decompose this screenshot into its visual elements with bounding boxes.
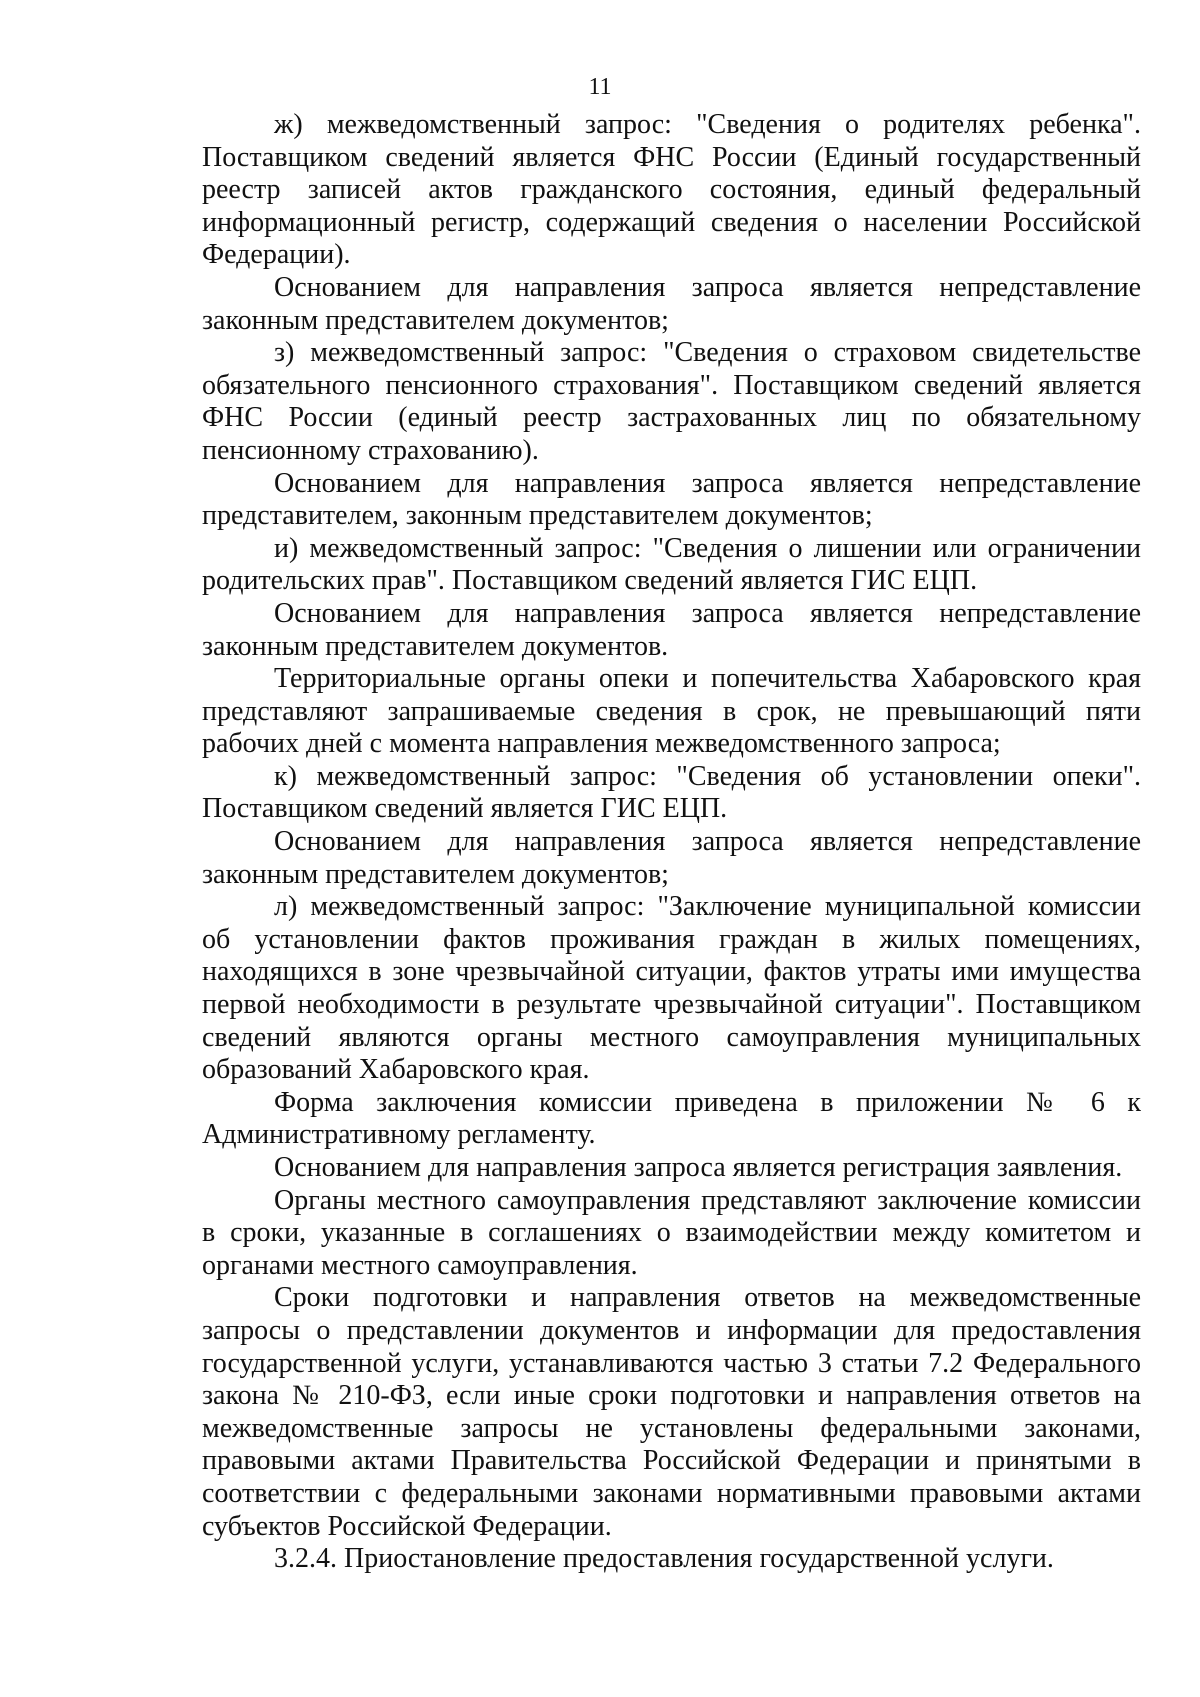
paragraph-zh-request-parents: ж) межведомственный запрос: "Сведения о родителях ребенка". Поставщиком сведений является ФНС России (Единый государственный реестр записей актов гражданского состояния, единый федеральный информационный регистр, содержащий сведения о населении Российской Федерации). — [202, 109, 1141, 271]
paragraph-basis-1: Основанием для направления запроса является непредставление законным представителем документов; — [202, 271, 1141, 336]
paragraph-z-request-pension: з) межведомственный запрос: "Сведения о страховом свидетельстве обязательного пенсионного страхования". Поставщиком сведений является ФНС России (единый реестр застрахованных лиц по обязательному пенсионному страхованию). — [202, 337, 1141, 466]
paragraph-i-request-parental-rights: и) межведомственный запрос: "Сведения о лишении или ограничении родительских прав". Поставщиком сведений является ГИС ЕЦП. — [202, 532, 1141, 597]
paragraph-response-terms: Сроки подготовки и направления ответов на межведомственные запросы о представлении документов и информации для предоставления государственной услуги, устанавливаются частью 3 статьи 7.2 Федерального закона № 210-ФЗ, если иные сроки подготовки и направления ответов на межведомственные запросы не установлены федеральными законами, правовыми актами Правительства Российской Федерации и принятыми в соответствии с федеральными законами нормативными правовыми актами субъектов Российской Федерации. — [202, 1282, 1141, 1542]
paragraph-commission-form: Форма заключения комиссии приведена в приложении № 6 к Административному регламенту. — [202, 1086, 1141, 1151]
page-number: 11 — [588, 74, 612, 100]
paragraph-local-government: Органы местного самоуправления представляют заключение комиссии в сроки, указанные в соглашениях о взаимодействии между комитетом и органами местного самоуправления. — [202, 1184, 1141, 1281]
paragraph-basis-4: Основанием для направления запроса является непредставление законным представителем документов; — [202, 826, 1141, 890]
paragraph-k-request-guardianship: к) межведомственный запрос: "Сведения об установлении опеки". Поставщиком сведений является ГИС ЕЦП. — [202, 760, 1141, 825]
paragraph-guardianship-bodies: Территориальные органы опеки и попечительства Хабаровского края представляют запрашиваемые сведения в срок, не превышающий пяти рабочих дней с момента направления межведомственного запроса; — [202, 663, 1141, 760]
paragraph-basis-2: Основанием для направления запроса является непредставление представителем, законным представителем документов; — [202, 467, 1141, 532]
paragraph-basis-5: Основанием для направления запроса является регистрация заявления. — [274, 1152, 1123, 1183]
document-body — [202, 109, 1141, 1576]
section-heading-3-2-4: 3.2.4. Приостановление предоставления государственной услуги. — [274, 1543, 1054, 1575]
paragraph-l-request-commission: л) межведомственный запрос: "Заключение муниципальной комиссии об установлении фактов проживания граждан в жилых помещениях, находящихся в зоне чрезвычайной ситуации, фактов утраты ими имущества первой необходимости в результате чрезвычайной ситуации". Поставщиком сведений являются органы местного самоуправления муниципальных образований Хабаровского края. — [202, 891, 1141, 1086]
paragraph-basis-3: Основанием для направления запроса является непредставление законным представителем документов. — [202, 597, 1141, 662]
